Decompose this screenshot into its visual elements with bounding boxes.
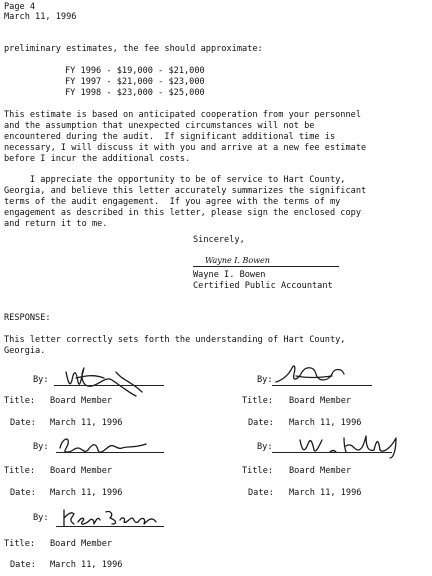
signatory-date: March 11, 1996	[50, 418, 123, 428]
paragraph-line: engagement as described in this letter, please sign the enclosed copy	[4, 208, 361, 218]
closing: Sincerely,	[193, 235, 245, 245]
signer-name: Wayne I. Bowen	[193, 270, 266, 280]
signatory-title: Board Member	[289, 466, 352, 476]
by-label: By:	[257, 442, 273, 452]
signatory-date: March 11, 1996	[50, 560, 123, 570]
signature-line	[272, 452, 392, 453]
signatory-date: March 11, 1996	[289, 488, 362, 498]
paragraph-line: before I incur the additional costs.	[4, 154, 191, 164]
title-label: Title:	[242, 396, 274, 406]
fee-line: FY 1996 - $19,000 - $21,000	[65, 66, 205, 76]
response-text: This letter correctly sets forth the understanding of Hart County,	[4, 335, 346, 345]
intro-line: preliminary estimates, the fee should approximate:	[4, 44, 263, 54]
signatory-title: Board Member	[50, 466, 113, 476]
signature-line	[272, 385, 372, 386]
by-label: By:	[33, 375, 49, 385]
signature-line	[54, 385, 164, 386]
cpa-signature: Wayne I. Bowen	[205, 256, 270, 265]
date-label: Date:	[10, 488, 36, 498]
date-label: Date:	[10, 418, 36, 428]
board-member-signature	[58, 358, 158, 398]
response-text: Georgia.	[4, 346, 46, 356]
signature-line	[193, 266, 339, 267]
signatory-title: Board Member	[50, 396, 113, 406]
by-label: By:	[33, 513, 49, 523]
paragraph-line: encountered during the audit. If significant additional time is	[4, 132, 336, 142]
date-label: Date:	[248, 488, 274, 498]
paragraph-line: Georgia, and believe this letter accurately summarizes the significant	[4, 186, 367, 196]
board-member-signature	[296, 430, 416, 460]
by-label: By:	[257, 375, 273, 385]
signatory-date: March 11, 1996	[289, 418, 362, 428]
title-label: Title:	[4, 539, 36, 549]
signature-line	[56, 526, 164, 527]
board-member-signature	[56, 430, 156, 460]
signature-line	[56, 452, 164, 453]
title-label: Title:	[4, 466, 36, 476]
response-heading: RESPONSE:	[4, 313, 51, 323]
fee-line: FY 1998 - $23,000 - $25,000	[65, 88, 205, 98]
paragraph-line: and return it to me.	[4, 219, 108, 229]
signatory-date: March 11, 1996	[50, 488, 123, 498]
signer-title: Certified Public Accountant	[193, 281, 333, 291]
paragraph-line: I appreciate the opportunity to be of service to Hart County,	[4, 175, 346, 185]
letter-date: March 11, 1996	[4, 12, 77, 22]
signatory-title: Board Member	[289, 396, 352, 406]
signatory-title: Board Member	[50, 539, 113, 549]
title-label: Title:	[4, 396, 36, 406]
paragraph-line: and the assumption that unexpected circumstances will not be	[4, 121, 315, 131]
date-label: Date:	[248, 418, 274, 428]
paragraph-line: necessary, I will discuss it with you and arrive at a new fee estimate	[4, 143, 367, 153]
page-number: Page 4	[4, 2, 36, 12]
by-label: By:	[33, 442, 49, 452]
fee-line: FY 1997 - $21,000 - $23,000	[65, 77, 205, 87]
date-label: Date:	[10, 560, 36, 570]
paragraph-line: This estimate is based on anticipated cooperation from your personnel	[4, 110, 361, 120]
title-label: Title:	[242, 466, 274, 476]
paragraph-line: terms of the audit engagement. If you agree with the terms of my	[4, 197, 341, 207]
